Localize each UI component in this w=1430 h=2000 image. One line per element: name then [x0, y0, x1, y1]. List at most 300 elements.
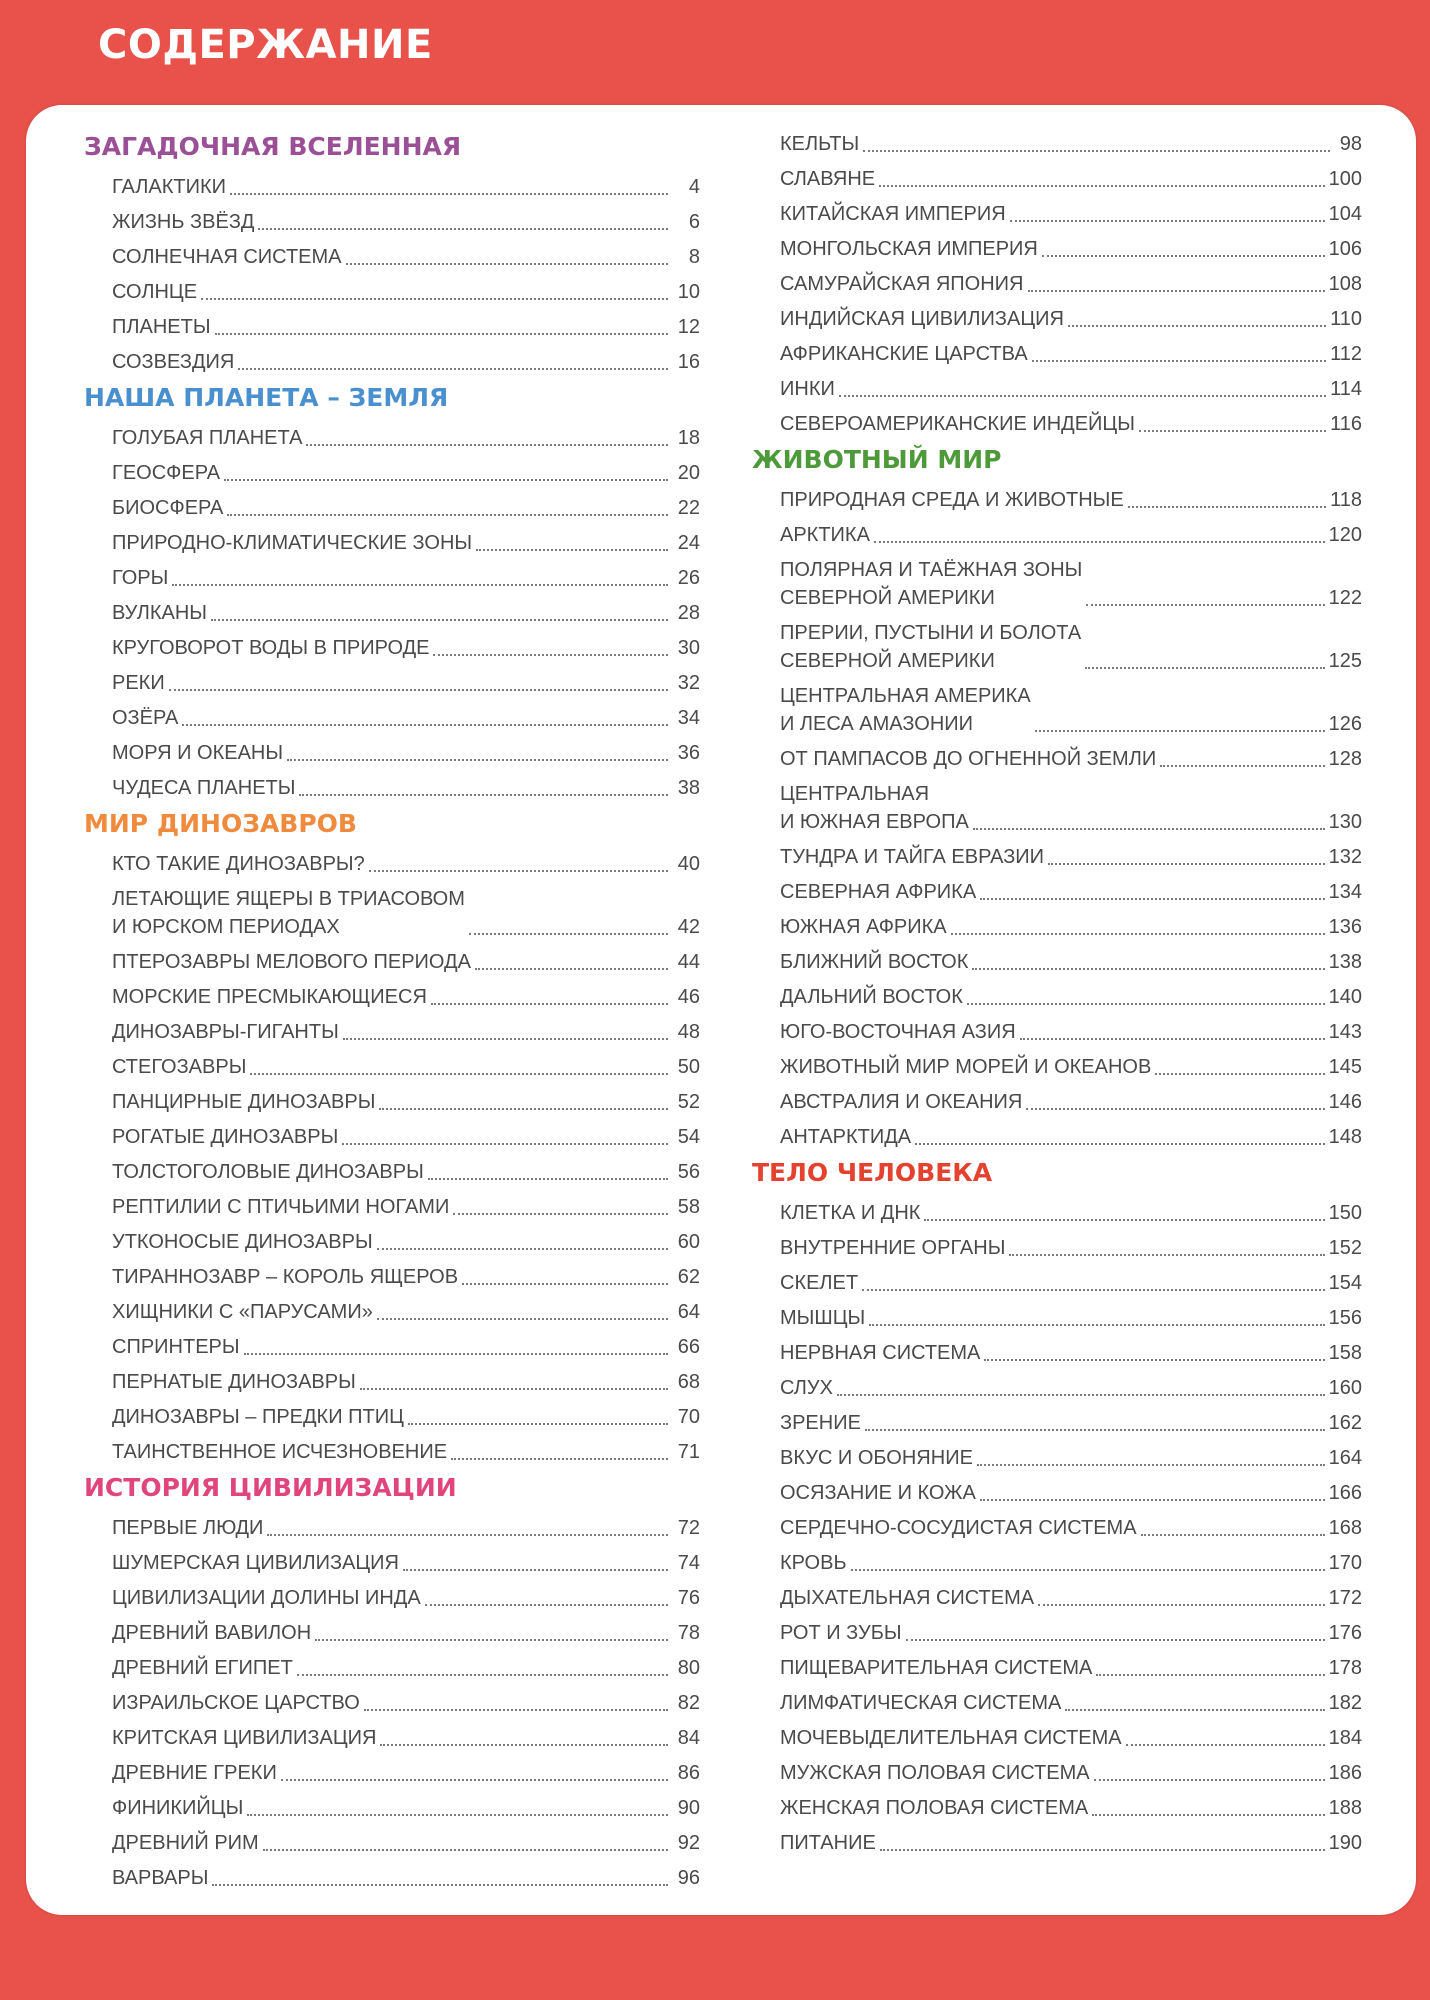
dot-leader — [212, 1884, 668, 1886]
dot-leader — [453, 1213, 668, 1215]
toc-entry-page: 132 — [1328, 846, 1362, 868]
toc-entry-page: 130 — [1328, 811, 1362, 833]
toc-entry-page: 6 — [688, 211, 700, 233]
dot-leader — [377, 1248, 668, 1250]
toc-entry — [752, 1649, 1362, 1684]
toc-entry — [84, 203, 700, 238]
toc-entry-label: ГОРЫ — [112, 567, 169, 589]
dot-leader — [315, 1639, 668, 1641]
toc-entry-page: 32 — [677, 672, 700, 694]
toc-entry-page: 86 — [677, 1762, 700, 1784]
dot-leader — [431, 1003, 668, 1005]
toc-entry — [752, 1048, 1362, 1083]
toc-entry-label: ВАРВАРЫ — [112, 1867, 209, 1889]
toc-entry-page: 182 — [1328, 1692, 1362, 1714]
toc-entry — [84, 880, 700, 943]
toc-entry-label: ХИЩНИКИ С «ПАРУСАМИ» — [112, 1301, 373, 1323]
toc-entry — [752, 1474, 1362, 1509]
dot-leader — [1068, 325, 1326, 327]
dot-leader — [238, 368, 668, 370]
toc-entry-label: СОЗВЕЗДИЯ — [112, 351, 235, 373]
toc-entry — [752, 1369, 1362, 1404]
dot-leader — [403, 1569, 668, 1571]
dot-leader — [224, 479, 668, 481]
toc-entry-page: 28 — [677, 602, 700, 624]
toc-entry — [752, 1404, 1362, 1439]
toc-entry-label: ТИРАННОЗАВР – КОРОЛЬ ЯЩЕРОВ — [112, 1266, 459, 1288]
toc-entry — [752, 740, 1362, 775]
toc-entry-label: ГОЛУБАЯ ПЛАНЕТА — [112, 427, 303, 449]
toc-entry — [84, 699, 700, 734]
toc-entry-page: 76 — [677, 1587, 700, 1609]
toc-entry-page: 10 — [677, 281, 700, 303]
toc-entry-label: КРУГОВОРОТ ВОДЫ В ПРИРОДЕ — [112, 637, 430, 659]
dot-leader — [306, 444, 668, 446]
toc-entry-label: САМУРАЙСКАЯ ЯПОНИЯ — [780, 273, 1024, 295]
toc-entry — [84, 1859, 700, 1894]
dot-leader — [379, 1108, 668, 1110]
toc-entry-page: 24 — [677, 532, 700, 554]
toc-entry-page: 168 — [1328, 1517, 1362, 1539]
dot-leader — [201, 298, 668, 300]
toc-entry-label: ПЕРНАТЫЕ ДИНОЗАВРЫ — [112, 1371, 356, 1393]
toc-entry — [84, 1118, 700, 1153]
toc-entry-page: 100 — [1328, 168, 1362, 190]
toc-entry — [752, 1614, 1362, 1649]
toc-entry-page: 160 — [1328, 1377, 1362, 1399]
toc-entry — [752, 943, 1362, 978]
toc-entry-page: 12 — [677, 316, 700, 338]
toc-entry — [752, 516, 1362, 551]
dot-leader — [343, 1038, 668, 1040]
toc-entry-page: 50 — [677, 1056, 700, 1078]
toc-entry-label: МЫШЦЫ — [780, 1307, 866, 1329]
toc-entry-label: НЕРВНАЯ СИСТЕМА — [780, 1342, 981, 1364]
toc-entry — [84, 273, 700, 308]
toc-entry-label: ЛИМФАТИЧЕСКАЯ СИСТЕМА — [780, 1692, 1062, 1714]
toc-entry-page: 188 — [1328, 1797, 1362, 1819]
toc-entry-label: ЮЖНАЯ АФРИКА — [780, 916, 947, 938]
toc-entry-label: ДРЕВНИЙ ВАВИЛОН — [112, 1622, 312, 1644]
section-title-history: ИСТОРИЯ ЦИВИЛИЗАЦИИ — [84, 1473, 457, 1502]
toc-entry-page: 42 — [677, 916, 700, 938]
toc-entry-label: СЛУХ — [780, 1377, 833, 1399]
toc-entry-page: 134 — [1328, 881, 1362, 903]
toc-entry-label: КЛЕТКА И ДНК — [780, 1202, 921, 1224]
dot-leader — [462, 1283, 668, 1285]
toc-entry — [84, 1293, 700, 1328]
dot-leader — [1085, 667, 1324, 669]
toc-entry-page: 154 — [1328, 1272, 1362, 1294]
dot-leader — [1086, 604, 1324, 606]
toc-entry — [752, 125, 1362, 160]
toc-entry-label: СЕРДЕЧНО-СОСУДИСТАЯ СИСТЕМА — [780, 1517, 1137, 1539]
toc-entry — [84, 629, 700, 664]
toc-entry-page: 74 — [677, 1552, 700, 1574]
dot-leader — [874, 541, 1325, 543]
toc-card — [26, 105, 1416, 1915]
toc-entry-page: 64 — [677, 1301, 700, 1323]
toc-entry-label: ЦЕНТРАЛЬНАЯ И ЮЖНАЯ ЕВРОПА — [780, 783, 969, 833]
dot-leader — [227, 514, 668, 516]
toc-entry-page: 78 — [677, 1622, 700, 1644]
dot-leader — [879, 185, 1324, 187]
section-title-human: ТЕЛО ЧЕЛОВЕКА — [752, 1158, 993, 1187]
dot-leader — [1048, 863, 1325, 865]
toc-entry-label: РОТ И ЗУБЫ — [780, 1622, 902, 1644]
toc-entry-page: 71 — [677, 1441, 700, 1463]
toc-entry — [84, 594, 700, 629]
toc-entry-label: ПРЕРИИ, ПУСТЫНИ И БОЛОТА СЕВЕРНОЙ АМЕРИКИ — [780, 622, 1082, 672]
toc-entry-page: 158 — [1328, 1342, 1362, 1364]
toc-entry-label: МОРСКИЕ ПРЕСМЫКАЮЩИЕСЯ — [112, 986, 427, 1008]
toc-entry — [84, 769, 700, 804]
toc-entry-page: 60 — [677, 1231, 700, 1253]
toc-entry-page: 26 — [677, 567, 700, 589]
toc-entry — [84, 1433, 700, 1468]
dot-leader — [475, 968, 668, 970]
toc-entry-page: 112 — [1330, 343, 1362, 365]
toc-entry-label: ГЕОСФЕРА — [112, 462, 221, 484]
toc-entry — [84, 1649, 700, 1684]
section-list-history — [84, 1509, 700, 1894]
toc-entry-label: РЕПТИЛИИ С ПТИЧЬИМИ НОГАМИ — [112, 1196, 450, 1218]
dot-leader — [980, 898, 1324, 900]
toc-entry — [84, 1754, 700, 1789]
toc-entry — [84, 238, 700, 273]
toc-entry-page: 18 — [677, 427, 700, 449]
section-title-universe: ЗАГАДОЧНАЯ ВСЕЛЕННАЯ — [84, 132, 462, 161]
dot-leader — [230, 193, 668, 195]
toc-entry-page: 122 — [1328, 587, 1362, 609]
toc-entry-page: 58 — [677, 1196, 700, 1218]
toc-entry — [752, 195, 1362, 230]
toc-entry-page: 106 — [1328, 238, 1362, 260]
toc-entry-label: КРОВЬ — [780, 1552, 847, 1574]
toc-entry-label: МОРЯ И ОКЕАНЫ — [112, 742, 284, 764]
toc-entry-page: 38 — [677, 777, 700, 799]
toc-entry — [752, 265, 1362, 300]
dot-leader — [297, 1674, 668, 1676]
dot-leader — [865, 1429, 1325, 1431]
toc-entry-page: 70 — [677, 1406, 700, 1428]
toc-entry-page: 120 — [1328, 524, 1362, 546]
dot-leader — [1094, 1779, 1325, 1781]
toc-entry — [752, 1229, 1362, 1264]
toc-entry-page: 62 — [677, 1266, 700, 1288]
toc-entry — [752, 1509, 1362, 1544]
toc-entry-page: 52 — [677, 1091, 700, 1113]
toc-entry — [84, 978, 700, 1013]
dot-leader — [880, 1849, 1325, 1851]
toc-entry-label: ОТ ПАМПАСОВ ДО ОГНЕННОЙ ЗЕМЛИ — [780, 748, 1157, 770]
dot-leader — [258, 228, 668, 230]
dot-leader — [1038, 1604, 1325, 1606]
toc-entry-page: 90 — [677, 1797, 700, 1819]
section-title-dinosaurs: МИР ДИНОЗАВРОВ — [84, 809, 357, 838]
toc-entry-label: ВКУС И ОБОНЯНИЕ — [780, 1447, 973, 1469]
toc-entry-label: СОЛНЦЕ — [112, 281, 198, 303]
toc-entry-page: 48 — [677, 1021, 700, 1043]
dot-leader — [1141, 1534, 1325, 1536]
dot-leader — [380, 1744, 668, 1746]
toc-entry-label: СОЛНЕЧНАЯ СИСТЕМА — [112, 246, 342, 268]
dot-leader — [408, 1423, 668, 1425]
toc-entry-label: ДИНОЗАВРЫ – ПРЕДКИ ПТИЦ — [112, 1406, 404, 1428]
dot-leader — [425, 1604, 668, 1606]
dot-leader — [287, 759, 668, 761]
toc-column-left — [84, 127, 700, 1894]
toc-entry-page: 68 — [677, 1371, 700, 1393]
toc-entry-label: ТАИНСТВЕННОЕ ИСЧЕЗНОВЕНИЕ — [112, 1441, 448, 1463]
toc-entry — [84, 1083, 700, 1118]
toc-entry-label: ВУЛКАНЫ — [112, 602, 207, 624]
toc-entry-label: ПИЩЕВАРИТЕЛЬНАЯ СИСТЕМА — [780, 1657, 1093, 1679]
dot-leader — [1010, 220, 1325, 222]
toc-entry — [752, 1013, 1362, 1048]
dot-leader — [182, 724, 668, 726]
toc-entry — [84, 1579, 700, 1614]
toc-entry-page: 148 — [1328, 1126, 1362, 1148]
toc-entry-page: 190 — [1328, 1832, 1362, 1854]
toc-entry-label: ЧУДЕСА ПЛАНЕТЫ — [112, 777, 296, 799]
toc-entry-label: КТО ТАКИЕ ДИНОЗАВРЫ? — [112, 853, 365, 875]
dot-leader — [1042, 255, 1325, 257]
dot-leader — [915, 1143, 1324, 1145]
toc-entry-label: ЦЕНТРАЛЬНАЯ АМЕРИКА И ЛЕСА АМАЗОНИИ — [780, 685, 1031, 735]
dot-leader — [1028, 290, 1325, 292]
toc-entry-label: ТУНДРА И ТАЙГА ЕВРАЗИИ — [780, 846, 1045, 868]
toc-entry — [752, 775, 1362, 838]
dot-leader — [1096, 1674, 1324, 1676]
toc-entry — [84, 845, 700, 880]
toc-entry — [752, 1439, 1362, 1474]
dot-leader — [924, 1219, 1324, 1221]
toc-entry-label: СЕВЕРОАМЕРИКАНСКИЕ ИНДЕЙЦЫ — [780, 413, 1135, 435]
toc-entry — [84, 1048, 700, 1083]
toc-entry-label: ШУМЕРСКАЯ ЦИВИЛИЗАЦИЯ — [112, 1552, 400, 1574]
dot-leader — [1126, 1744, 1325, 1746]
toc-entry — [752, 1754, 1362, 1789]
dot-leader — [428, 1178, 668, 1180]
dot-leader — [851, 1569, 1325, 1571]
dot-leader — [1128, 506, 1326, 508]
toc-entry-label: ИНДИЙСКАЯ ЦИВИЛИЗАЦИЯ — [780, 308, 1064, 330]
toc-entry — [84, 1328, 700, 1363]
toc-entry — [84, 1509, 700, 1544]
dot-leader — [476, 549, 668, 551]
toc-entry-page: 186 — [1328, 1762, 1362, 1784]
toc-entry-page: 22 — [677, 497, 700, 519]
toc-entry-label: АНТАРКТИДА — [780, 1126, 912, 1148]
dot-leader — [377, 1318, 668, 1320]
toc-entry — [752, 1789, 1362, 1824]
dot-leader — [839, 395, 1326, 397]
toc-entry-page: 82 — [677, 1692, 700, 1714]
dot-leader — [267, 1534, 668, 1536]
toc-entry-page: 108 — [1328, 273, 1362, 295]
toc-entry — [752, 677, 1362, 740]
toc-entry-page: 110 — [1330, 308, 1362, 330]
toc-entry-label: ПЛАНЕТЫ — [112, 316, 211, 338]
toc-entry — [752, 1824, 1362, 1859]
dot-leader — [215, 333, 668, 335]
dot-leader — [299, 794, 668, 796]
toc-entry — [752, 1334, 1362, 1369]
toc-entry-page: 136 — [1328, 916, 1362, 938]
toc-entry — [84, 454, 700, 489]
toc-entry — [84, 1789, 700, 1824]
toc-entry — [752, 1684, 1362, 1719]
toc-entry — [84, 1013, 700, 1048]
toc-entry-page: 125 — [1328, 650, 1362, 672]
toc-entry-page: 143 — [1328, 1021, 1362, 1043]
toc-entry-page: 172 — [1328, 1587, 1362, 1609]
toc-entry-page: 4 — [688, 176, 700, 198]
dot-leader — [837, 1394, 1325, 1396]
toc-entry-label: КИТАЙСКАЯ ИМПЕРИЯ — [780, 203, 1006, 225]
toc-entry-label: ПЕРВЫЕ ЛЮДИ — [112, 1517, 264, 1539]
section-list-human — [752, 1194, 1362, 1859]
toc-entry-page: 150 — [1328, 1202, 1362, 1224]
toc-entry-page: 8 — [688, 246, 700, 268]
dot-leader — [211, 619, 668, 621]
toc-entry — [752, 978, 1362, 1013]
dot-leader — [1009, 1254, 1324, 1256]
dot-leader — [984, 1359, 1324, 1361]
dot-leader — [1160, 765, 1324, 767]
dot-leader — [906, 1639, 1325, 1641]
dot-leader — [1020, 1038, 1325, 1040]
toc-entry-page: 84 — [677, 1727, 700, 1749]
toc-entry — [752, 551, 1362, 614]
toc-entry-label: ИНКИ — [780, 378, 835, 400]
toc-entry-page: 114 — [1330, 378, 1362, 400]
dot-leader — [980, 1499, 1325, 1501]
dot-leader — [451, 1458, 668, 1460]
toc-entry — [752, 614, 1362, 677]
toc-entry-page: 170 — [1328, 1552, 1362, 1574]
dot-leader — [250, 1073, 668, 1075]
toc-entry-page: 56 — [677, 1161, 700, 1183]
toc-entry — [752, 335, 1362, 370]
section-list-dinosaurs — [84, 845, 700, 1468]
dot-leader — [433, 654, 668, 656]
dot-leader — [862, 1289, 1325, 1291]
dot-leader — [869, 1324, 1324, 1326]
toc-entry — [752, 230, 1362, 265]
dot-leader — [342, 1143, 668, 1145]
toc-entry — [84, 419, 700, 454]
toc-entry — [84, 1684, 700, 1719]
toc-entry-label: РОГАТЫЕ ДИНОЗАВРЫ — [112, 1126, 339, 1148]
dot-leader — [360, 1388, 668, 1390]
toc-entry — [752, 1194, 1362, 1229]
toc-entry-label: ИЗРАИЛЬСКОЕ ЦАРСТВО — [112, 1692, 360, 1714]
toc-entry-label: ЮГО-ВОСТОЧНАЯ АЗИЯ — [780, 1021, 1016, 1043]
toc-entry-label: ТОЛСТОГОЛОВЫЕ ДИНОЗАВРЫ — [112, 1161, 424, 1183]
dot-leader — [469, 933, 668, 935]
toc-entry-label: УТКОНОСЫЕ ДИНОЗАВРЫ — [112, 1231, 373, 1253]
toc-entry-label: ЖИВОТНЫЙ МИР МОРЕЙ И ОКЕАНОВ — [780, 1056, 1152, 1078]
toc-entry-page: 152 — [1328, 1237, 1362, 1259]
toc-entry — [752, 1719, 1362, 1754]
toc-entry — [752, 1299, 1362, 1334]
dot-leader — [1032, 360, 1326, 362]
toc-entry-label: ЦИВИЛИЗАЦИИ ДОЛИНЫ ИНДА — [112, 1587, 421, 1609]
toc-entry-page: 96 — [677, 1867, 700, 1889]
toc-entry-page: 16 — [677, 351, 700, 373]
toc-entry-label: МУЖСКАЯ ПОЛОВАЯ СИСТЕМА — [780, 1762, 1090, 1784]
toc-entry-label: КЕЛЬТЫ — [780, 133, 860, 155]
dot-leader — [1155, 1073, 1324, 1075]
toc-entry-label: ПРИРОДНАЯ СРЕДА И ЖИВОТНЫЕ — [780, 489, 1124, 511]
dot-leader — [346, 263, 668, 265]
toc-entry — [752, 405, 1362, 440]
toc-entry-page: 176 — [1328, 1622, 1362, 1644]
toc-entry-label: ГАЛАКТИКИ — [112, 176, 227, 198]
toc-entry-page: 118 — [1330, 489, 1362, 511]
toc-entry — [84, 664, 700, 699]
toc-entry — [84, 1398, 700, 1433]
toc-entry-label: КРИТСКАЯ ЦИВИЛИЗАЦИЯ — [112, 1727, 377, 1749]
toc-entry — [84, 343, 700, 378]
toc-entry — [752, 838, 1362, 873]
toc-entry-page: 54 — [677, 1126, 700, 1148]
section-list-universe — [84, 168, 700, 378]
toc-entry-label: ЖЕНСКАЯ ПОЛОВАЯ СИСТЕМА — [780, 1797, 1089, 1819]
toc-entry-page: 30 — [677, 637, 700, 659]
toc-entry — [84, 1153, 700, 1188]
toc-entry-page: 126 — [1328, 713, 1362, 735]
toc-entry-label: ДРЕВНИЙ ЕГИПЕТ — [112, 1657, 293, 1679]
dot-leader — [169, 689, 668, 691]
toc-entry — [84, 1824, 700, 1859]
toc-entry-label: ДРЕВНИЕ ГРЕКИ — [112, 1762, 277, 1784]
toc-entry — [752, 370, 1362, 405]
toc-entry — [84, 524, 700, 559]
dot-leader — [244, 1353, 668, 1355]
toc-entry — [84, 1363, 700, 1398]
dot-leader — [281, 1779, 668, 1781]
toc-entry-label: ЗРЕНИЕ — [780, 1412, 861, 1434]
dot-leader — [977, 1464, 1325, 1466]
dot-leader — [263, 1849, 668, 1851]
toc-entry — [84, 1614, 700, 1649]
dot-leader — [364, 1709, 668, 1711]
toc-column-right — [752, 125, 1362, 1859]
toc-entry — [752, 908, 1362, 943]
dot-leader — [369, 870, 668, 872]
section-title-animals: ЖИВОТНЫЙ МИР — [752, 445, 1002, 474]
toc-entry-label: ВНУТРЕННИЕ ОРГАНЫ — [780, 1237, 1006, 1259]
section-list-history-continued — [752, 125, 1362, 440]
dot-leader — [973, 828, 1325, 830]
dot-leader — [1026, 1108, 1324, 1110]
toc-entry-label: ДИНОЗАВРЫ-ГИГАНТЫ — [112, 1021, 339, 1043]
toc-entry-label: ПТЕРОЗАВРЫ МЕЛОВОГО ПЕРИОДА — [112, 951, 471, 973]
toc-entry-label: СТЕГОЗАВРЫ — [112, 1056, 247, 1078]
toc-entry-label: ФИНИКИЙЦЫ — [112, 1797, 244, 1819]
toc-entry — [84, 1544, 700, 1579]
toc-entry-label: ОЗЁРА — [112, 707, 179, 729]
toc-entry — [752, 300, 1362, 335]
toc-entry — [752, 1264, 1362, 1299]
toc-entry-label: АФРИКАНСКИЕ ЦАРСТВА — [780, 343, 1028, 365]
toc-entry — [752, 1083, 1362, 1118]
toc-entry-page: 98 — [1339, 133, 1362, 155]
toc-entry-page: 20 — [677, 462, 700, 484]
